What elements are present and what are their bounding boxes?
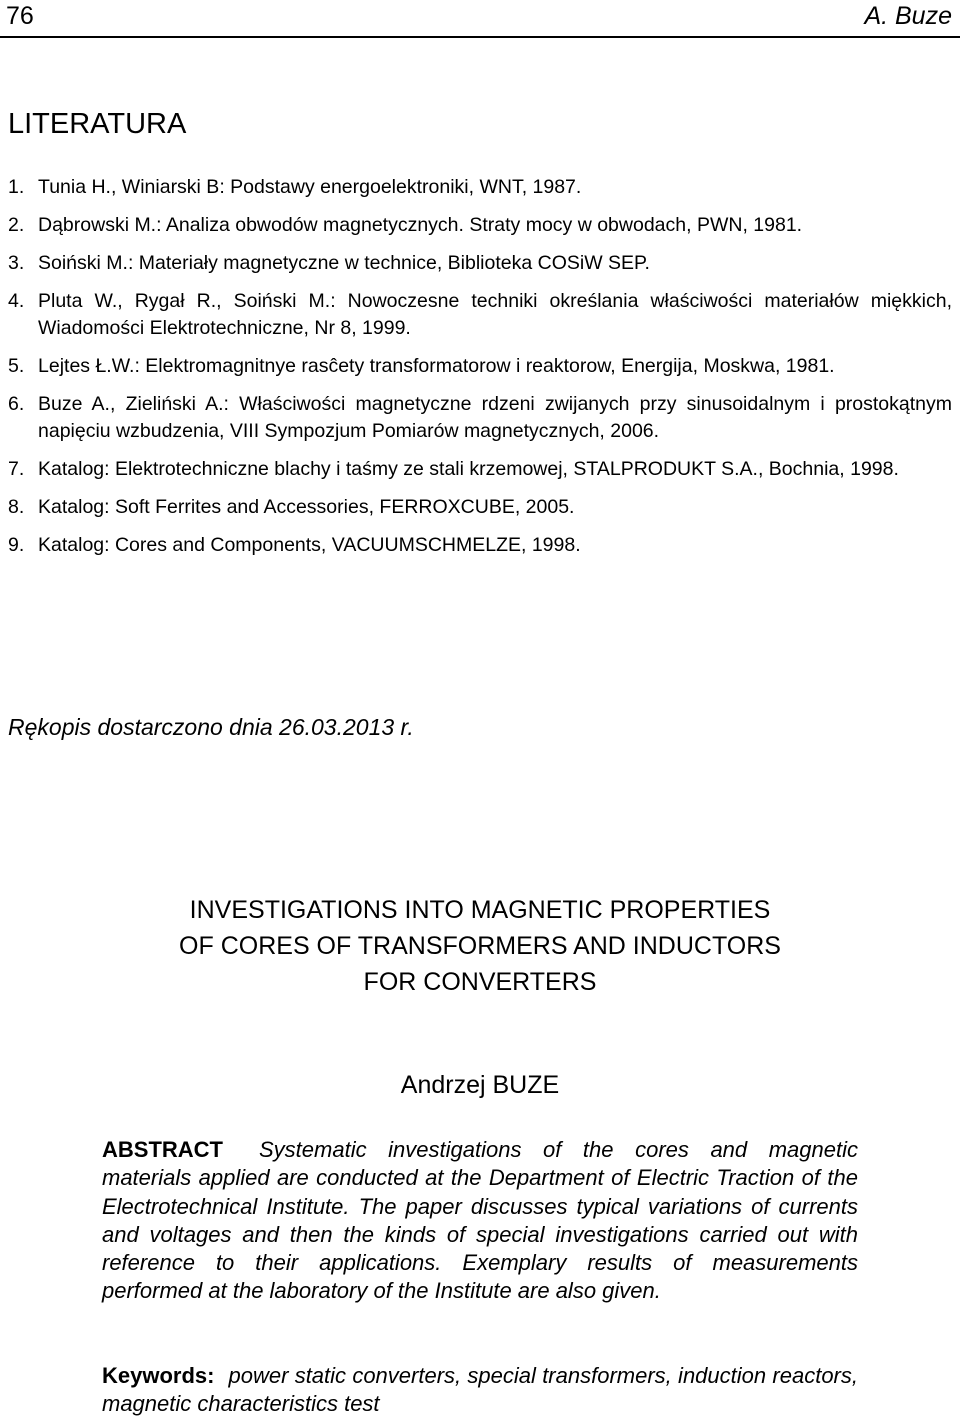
abstract-text: Systematic investigations of the cores and magnetic materials applied are conducted at the Department of Electric Traction of the Electrotechnical Institute. The paper discusses typical variations of currents and voltages and then the kinds of special investigations carried out with reference to their applications. Exemplary results of measurements performed at the laboratory of the Institute are also given. xyxy=(102,1137,858,1304)
reference-text: Tunia H., Winiarski B: Podstawy energoelektroniki, WNT, 1987. xyxy=(38,176,582,198)
keywords-text: power static converters, special transformers, induction reactors, magnetic characteristics test xyxy=(102,1363,858,1417)
english-title-line-2: OF CORES OF TRANSFORMERS AND INDUCTORS xyxy=(179,932,781,960)
reference-number: 6. xyxy=(8,393,25,415)
reference-text: Buze A., Zieliński A.: Właściwości magnetyczne rdzeni zwijanych przy sinusoidalnym i prostokątnym napięciu wzbudzenia, VIII Sympozjum Pomiarów magnetycznych, 2006. xyxy=(38,393,952,442)
abstract xyxy=(102,1136,858,1306)
page-number: 76 xyxy=(6,2,34,30)
reference-item xyxy=(8,288,952,342)
reference-text: Katalog: Soft Ferrites and Accessories, FERROXCUBE, 2005. xyxy=(38,496,575,518)
reference-text: Soiński M.: Materiały magnetyczne w technice, Biblioteka COSiW SEP. xyxy=(38,252,650,274)
reference-number: 4. xyxy=(8,290,25,312)
keywords xyxy=(102,1362,858,1419)
english-title-line-1: INVESTIGATIONS INTO MAGNETIC PROPERTIES xyxy=(189,896,771,924)
reference-number: 3. xyxy=(8,252,25,274)
reference-number: 8. xyxy=(8,496,25,518)
reference-text: Lejtes Ł.W.: Elektromagnitnye rasĉety transformatorow i reaktorow, Energija, Moskwa, 1981. xyxy=(38,355,835,377)
section-title: LITERATURA xyxy=(8,108,187,140)
english-title xyxy=(0,892,960,1000)
reference-text: Katalog: Elektrotechniczne blachy i taśmy ze stali krzemowej, STALPRODUKT S.A., Bochnia, 1998. xyxy=(38,458,899,480)
reference-text: Katalog: Cores and Components, VACUUMSCHMELZE, 1998. xyxy=(38,534,581,556)
reference-item xyxy=(8,353,952,380)
reference-item xyxy=(8,532,952,559)
reference-item xyxy=(8,212,952,239)
reference-list xyxy=(8,174,952,570)
reference-number: 2. xyxy=(8,214,25,236)
english-title-line-3: FOR CONVERTERS xyxy=(363,968,597,996)
author-name: Andrzej BUZE xyxy=(400,1071,560,1099)
reference-number: 5. xyxy=(8,355,25,377)
header-rule xyxy=(0,36,960,38)
reference-number: 7. xyxy=(8,458,25,480)
reference-number: 9. xyxy=(8,534,25,556)
reference-item xyxy=(8,391,952,445)
reference-item xyxy=(8,456,952,483)
received-date: Rękopis dostarczono dnia 26.03.2013 r. xyxy=(8,714,414,740)
reference-item xyxy=(8,494,952,521)
reference-item xyxy=(8,250,952,277)
reference-text: Dąbrowski M.: Analiza obwodów magnetycznych. Straty mocy w obwodach, PWN, 1981. xyxy=(38,214,803,236)
reference-text: Pluta W., Rygał R., Soiński M.: Nowoczesne techniki określania właściwości materiałów miękkich, Wiadomości Elektrotechniczne, Nr 8, 1999. xyxy=(38,290,952,339)
running-head: A. Buze xyxy=(864,2,952,30)
reference-number: 1. xyxy=(8,176,25,198)
abstract-label: ABSTRACT xyxy=(102,1137,223,1162)
keywords-label: Keywords: xyxy=(102,1363,215,1388)
reference-item xyxy=(8,174,952,201)
